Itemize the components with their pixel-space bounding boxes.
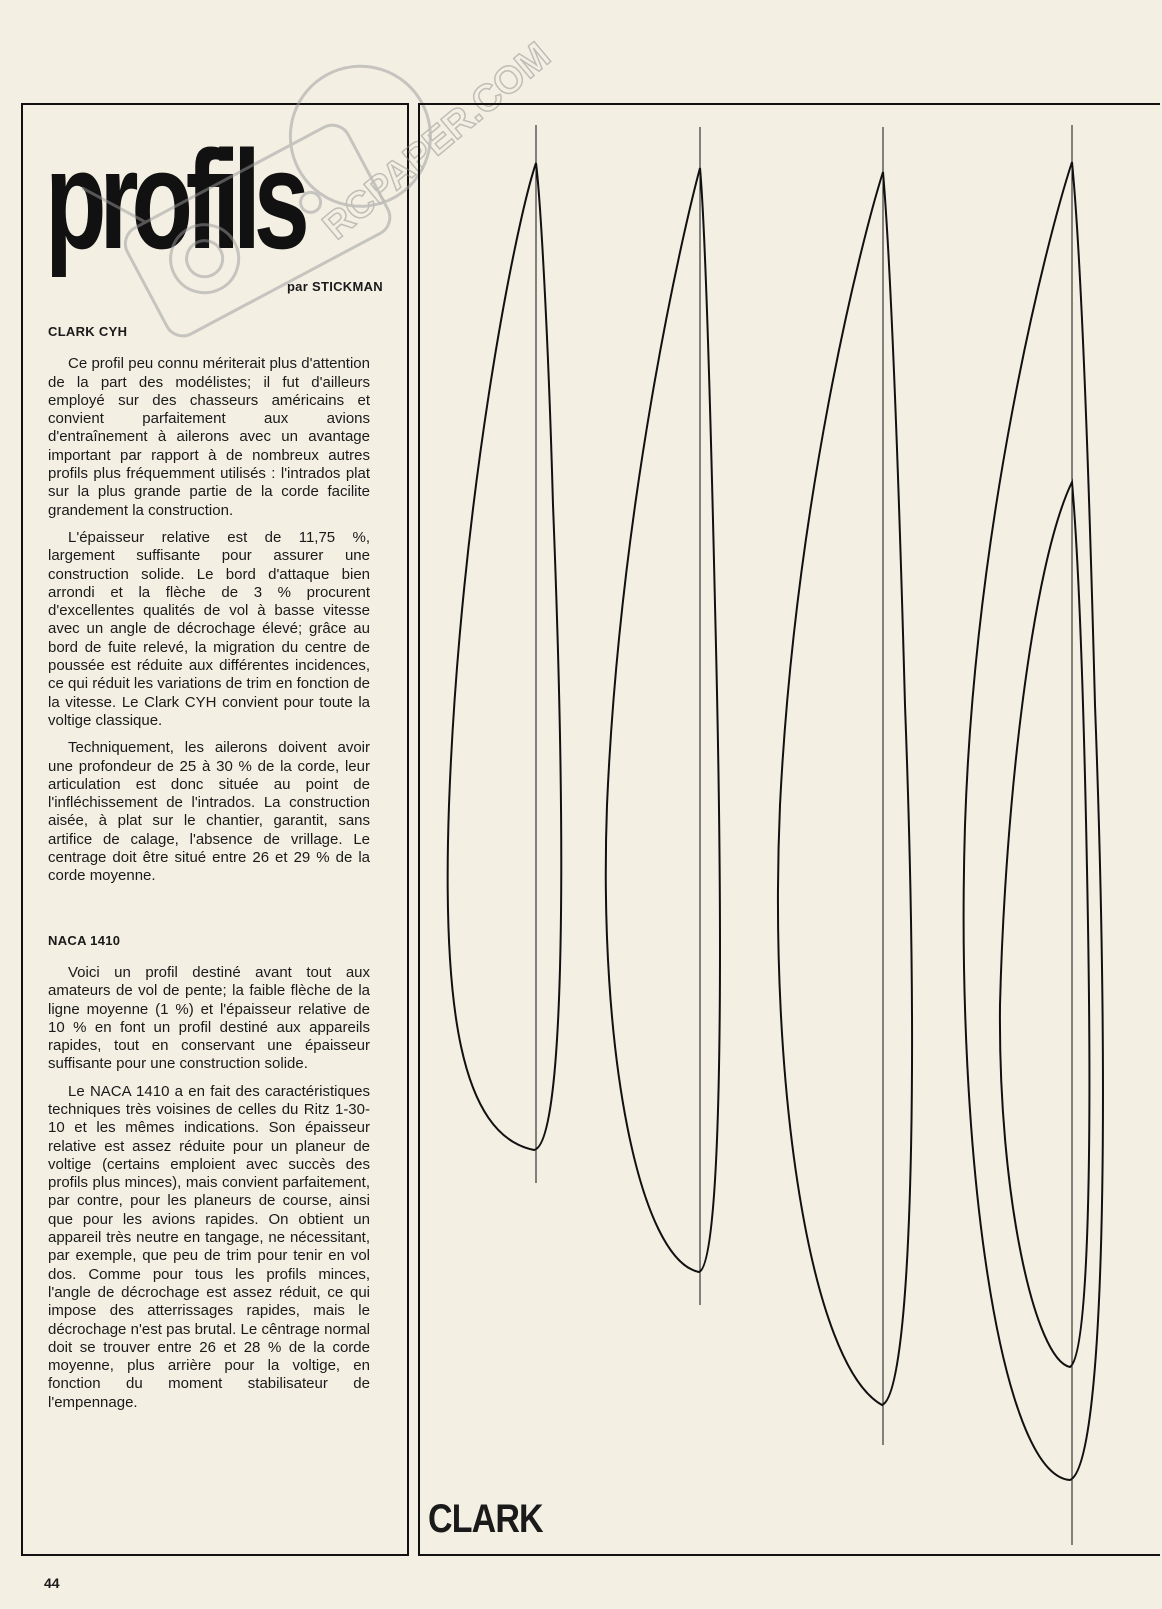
paragraph: Voici un profil destiné avant tout aux amateurs de vol de pente; la faible flèche de la ligne moyenne (1 %) et l'épaisseur relative de 10 % en font un profil destiné aux appareils rapides, tout en conservant une épaisseur suffisante pour une construction solide.: [48, 963, 370, 1073]
article-body: [48, 323, 370, 1421]
article-title: profils: [45, 121, 303, 278]
paragraph: Le NACA 1410 a en fait des caractéristiques techniques très voisines de celles du Ritz 1-30-10 et les mêmes indications. Son épaisseur relative est assez réduite pour un planeur de voltige (certains emploient avec succès des profils plus minces), mais convient parfaitement, par contre, pour les planeurs de course, ainsi que pour les avions rapides. On obtient un appareil très neutre en tangage, ne nécessitant, par exemple, que peu de trim pour tenir en vol dos. Comme pour tous les profils minces, l'angle de décrochage est assez réduit, ce qui impose des atterrissages rapides, mais le décrochage n'est pas brutal. Le cêntrage normal doit se trouver entre 26 et 28 % de la corde moyenne, plus arrière pour la voltige, en fonction du moment stabilisateur de l'empennage.: [48, 1082, 370, 1411]
section-heading-naca: NACA 1410: [48, 932, 121, 948]
paragraph: Techniquement, les ailerons doivent avoir une profondeur de 25 à 30 % de la corde, leur articulation est donc située au point de l'infléchissement de l'intrados. La construction aisée, à plat sur le chantier, garantit, sans artifice de calage, l'absence de vrillage. Le centrage doit être situé entre 26 et 29 % de la corde moyenne.: [48, 739, 370, 885]
article-byline: par STICKMAN: [286, 279, 383, 294]
airfoil-figure: [418, 103, 1160, 1556]
section-heading-clark: CLARK CYH: [48, 324, 128, 339]
figure-caption: CLARK: [428, 1497, 543, 1541]
airfoil-profile-4: [964, 162, 1103, 1480]
paragraph: Ce profil peu connu mériterait plus d'attention de la part des modélistes; il fut d'ailleurs employé sur des chasseurs américains et convient parfaitement aux avions d'entraînement à ailerons avec un avantage important par rapport à de nombreux autres profils plus fréquemment utilisés : l'intrados plat sur la plus grande partie de la corde facilite grandement la construction.: [48, 355, 370, 519]
svg-text:RCPAPER.COM: RCPAPER.COM: [315, 34, 559, 249]
airfoil-drawing: [420, 105, 1162, 1558]
article-frame: [21, 103, 409, 1556]
airfoil-profile-5: [1000, 482, 1089, 1367]
paragraph: L'épaisseur relative est de 11,75 %, largement suffisante pour assurer une construction solide. Le bord d'attaque bien arrondi et la flèche de 3 % procurent d'excellentes qualités de vol à basse vitesse avec un angle de décrochage élevé; grâce au bord de fuite relevé, la migration du centre de poussée est réduite aux différentes incidences, ce qui réduit les variations de trim en fonction de la vitesse. Le Clark CYH convient pour toute la voltige classique.: [48, 528, 370, 729]
airfoil-profile-2: [606, 168, 720, 1272]
airfoil-profile-1: [448, 163, 562, 1150]
page-number: 44: [44, 1575, 60, 1591]
airfoil-profile-3: [778, 172, 912, 1405]
